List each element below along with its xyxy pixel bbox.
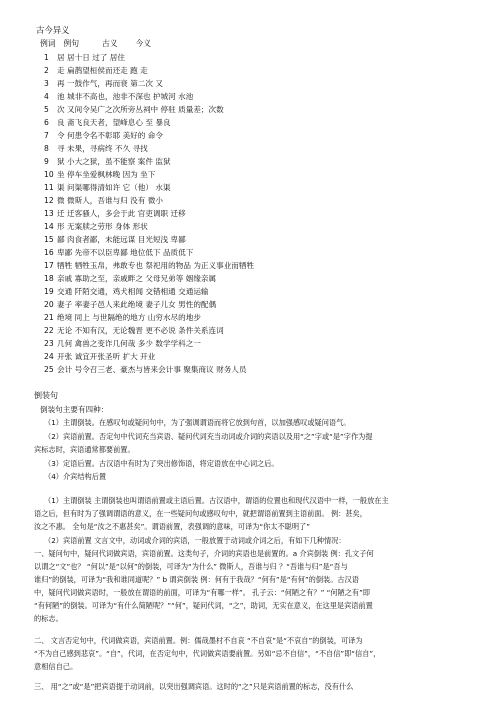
item-text: 绝境 同上 与世隔绝的地方 山穷水尽的地步 <box>57 313 201 322</box>
paragraph-line: 的标志。 <box>34 614 63 623</box>
item-number: 1 <box>44 53 49 62</box>
list-item <box>44 365 247 375</box>
list-item <box>44 105 224 115</box>
list-item <box>44 66 148 76</box>
item-number: 21 <box>44 313 54 322</box>
list-item <box>44 235 186 245</box>
paragraph-line: 三、 用“之”或“是”把宾语提于动词前，以突出强调宾语。这时的“之”只是宾语前置的标志，没有什么 <box>34 682 354 691</box>
item-number: 19 <box>44 287 54 296</box>
header-example-sentence: 例句 <box>63 39 80 48</box>
item-number: 5 <box>44 105 49 114</box>
item-number: 15 <box>44 235 54 244</box>
list-item <box>44 157 171 167</box>
item-text: 会计 号令召三老、豪杰与皆来会计事 聚集商议 财务人员 <box>57 365 247 374</box>
item-text: 鄙 肉食者鄙，未能远谋 目光短浅 卑鄙 <box>57 235 186 244</box>
item-number: 8 <box>44 144 49 153</box>
item-number: 4 <box>44 92 49 101</box>
list-item <box>44 53 125 63</box>
paragraph-line: 语之后，但有时为了强调谓语的意义，在一些疑问句或感叹句中，就把谓语前置到主语前面。 例：甚矣， <box>34 509 367 518</box>
list-item <box>44 170 155 180</box>
list-item <box>44 79 163 89</box>
item-text: 交通 阡陌交通，鸡犬相闻 交错相通 交通运输 <box>57 287 209 296</box>
paragraph-line: （1）主谓倒装 主谓倒装也叫谓语前置或主语后置。古汉语中，谓语的位置也和现代汉语中一样，一般放在主 <box>44 496 389 505</box>
item-text: 次 又间令吴广之次所旁丛祠中 停驻 质量差；次数 <box>57 105 224 114</box>
page-title: 古今异义 <box>36 25 70 35</box>
list-item <box>44 287 209 297</box>
item-text: 狱 小大之狱，虽不能察 案件 监狱 <box>57 157 171 166</box>
item-number: 25 <box>44 365 54 374</box>
type-item: （1）主谓倒装。在感叹句或疑问句中，为了强调谓语而将它放到句首，以加强感叹或疑问语气。 <box>44 418 351 427</box>
list-item <box>44 222 148 232</box>
type-item: 宾标志时，宾语通常都要前置。 <box>34 445 135 454</box>
list-item <box>44 274 216 284</box>
list-item <box>44 209 186 219</box>
type-item: （2）宾语前置。否定句中代词充当宾语、疑问代词充当动词或介词的宾语以及用“之”字或“是”字作为提 <box>44 432 373 441</box>
item-text: 牺牲 牺牲玉帛，弗敢专也 祭祀用的物品 为正义事业而牺牲 <box>57 261 255 270</box>
list-item <box>44 339 201 349</box>
item-text: 渠 问渠哪得清如许 它（他） 水渠 <box>57 183 171 192</box>
item-text: 几何 禽兽之变诈几何哉 多少 数学学科之一 <box>57 339 201 348</box>
list-item <box>44 144 148 154</box>
table-header <box>40 39 151 49</box>
item-text: 令 何患令名不彰耶 美好的 命令 <box>57 131 163 140</box>
list-item <box>44 196 163 206</box>
paragraph-line: （2）宾语前置 文言文中，动词或介词的宾语，一般放置于动词或介词之后，有如下几种情况： <box>44 536 346 545</box>
paragraph-line: “不为自己感到悲哀”。“自”，代词，在否定句中，代词做宾语要前置。另如“忌不自信”，“不自信”即“信自”， <box>34 649 381 658</box>
item-text: 微 微斯人，吾谁与归 没有 微小 <box>57 196 163 205</box>
list-item <box>44 352 155 362</box>
item-number: 14 <box>44 222 54 231</box>
item-text: 妻子 率妻子邑人来此绝境 妻子儿女 男性的配偶 <box>57 300 217 309</box>
item-text: 池 城非不高也，池非不深也 护城河 水池 <box>57 92 194 101</box>
item-number: 16 <box>44 248 54 257</box>
list-item <box>44 183 171 193</box>
item-text: 寻 未果，寻病终 不久 寻找 <box>57 144 148 153</box>
list-item <box>44 131 163 141</box>
item-text: 走 扁鹊望桓侯而还走 跑 走 <box>57 66 148 75</box>
item-number: 9 <box>44 157 49 166</box>
paragraph-line: 意相信自己。 <box>34 662 78 671</box>
item-number: 20 <box>44 300 54 309</box>
item-number: 22 <box>44 326 54 335</box>
item-number: 6 <box>44 118 49 127</box>
header-ancient-meaning: 古义 <box>101 39 118 48</box>
item-text: 形 无案牍之劳形 身体 形状 <box>57 222 148 231</box>
item-text: 居 居十日 过了 居住 <box>57 53 125 62</box>
item-number: 18 <box>44 274 54 283</box>
item-number: 12 <box>44 196 54 205</box>
item-number: 7 <box>44 131 49 140</box>
item-text: 良 斋飞良天者，望峰息心 至 暴良 <box>57 118 171 127</box>
paragraph-line: 汝之不惠。 全句是“汝之不惠甚矣”。谓语前置，表强调的意味，可译为“你太不聪明了” <box>34 522 310 531</box>
item-number: 13 <box>44 209 54 218</box>
list-item <box>44 300 216 310</box>
list-item <box>44 261 254 271</box>
item-text: 亲戚 寡助之至，亲戚畔之 父母兄弟等 姻缘亲属 <box>57 274 217 283</box>
item-text: 无论 不知有汉，无论魏晋 更不必说 条件关系连词 <box>57 326 224 335</box>
item-text: 卑鄙 先帝不以臣卑鄙 地位低下 品质低下 <box>57 248 194 257</box>
type-item: （4）介宾结构后置 <box>44 472 107 481</box>
type-item: （3）定语后置。古汉语中有时为了突出修饰语，将定语放在中心词之后。 <box>44 459 279 468</box>
item-number: 24 <box>44 352 54 361</box>
list-item <box>44 326 224 336</box>
section-intro: 倒装句主要有四种： <box>40 405 109 414</box>
item-text: 开张 诚宜开张圣听 扩大 开业 <box>57 352 156 361</box>
item-number: 11 <box>44 183 54 192</box>
list-item <box>44 248 193 258</box>
header-example-word: 例词 <box>40 39 56 48</box>
paragraph-line: 二、 文言否定句中，代词做宾语，宾语前置。例：儒哉墨村不自哀 “不自哀”是“不哀自”的倒装，可译为 <box>34 636 363 645</box>
paragraph-line: “有何陋”的倒装。可译为“有什么简陋呢？”“何”，疑问代词，“之”，助词，无实在意义，在这里是宾语前置 <box>34 601 373 610</box>
list-item <box>44 118 171 128</box>
item-text: 再 一鼓作气，再而衰 第二次 又 <box>57 79 163 88</box>
item-text: 坐 停车坐爱枫林晚 因为 坐下 <box>57 170 156 179</box>
paragraph-line: 谁归”的倒装，可译为“我和谁同道呢？” b 谓宾倒装 例：何有于我哉？“何有”是“有何”的倒装。古汉语 <box>34 575 359 584</box>
section-title: 倒装句 <box>34 391 58 400</box>
paragraph-line: 一、疑问句中，疑问代词做宾语，宾语前置。这类句子，介词的宾语也是前置的。a 介宾倒装 例：孔文子何 <box>34 549 374 558</box>
item-number: 2 <box>44 66 49 75</box>
paragraph-line: 以谓之“文”也？ “何以”是“以何”的倒装，可译为“为什么” 微斯人，吾谁与归 ？“吾谁与归”是“吾与 <box>34 562 348 571</box>
list-item <box>44 313 201 323</box>
item-number: 17 <box>44 261 54 270</box>
item-number: 3 <box>44 79 49 88</box>
paragraph-line: 中，疑问代词做宾语时，一般放在谓语的前面，可译为“有哪一样”。 孔子云：“何陋之有？” “何陋之有”即 <box>34 588 370 597</box>
header-modern-meaning: 今义 <box>135 39 152 48</box>
item-text: 迁 迁客骚人，多会于此 官吏调职 迁移 <box>57 209 186 218</box>
item-number: 10 <box>44 170 54 179</box>
list-item <box>44 92 193 102</box>
item-number: 23 <box>44 339 54 348</box>
